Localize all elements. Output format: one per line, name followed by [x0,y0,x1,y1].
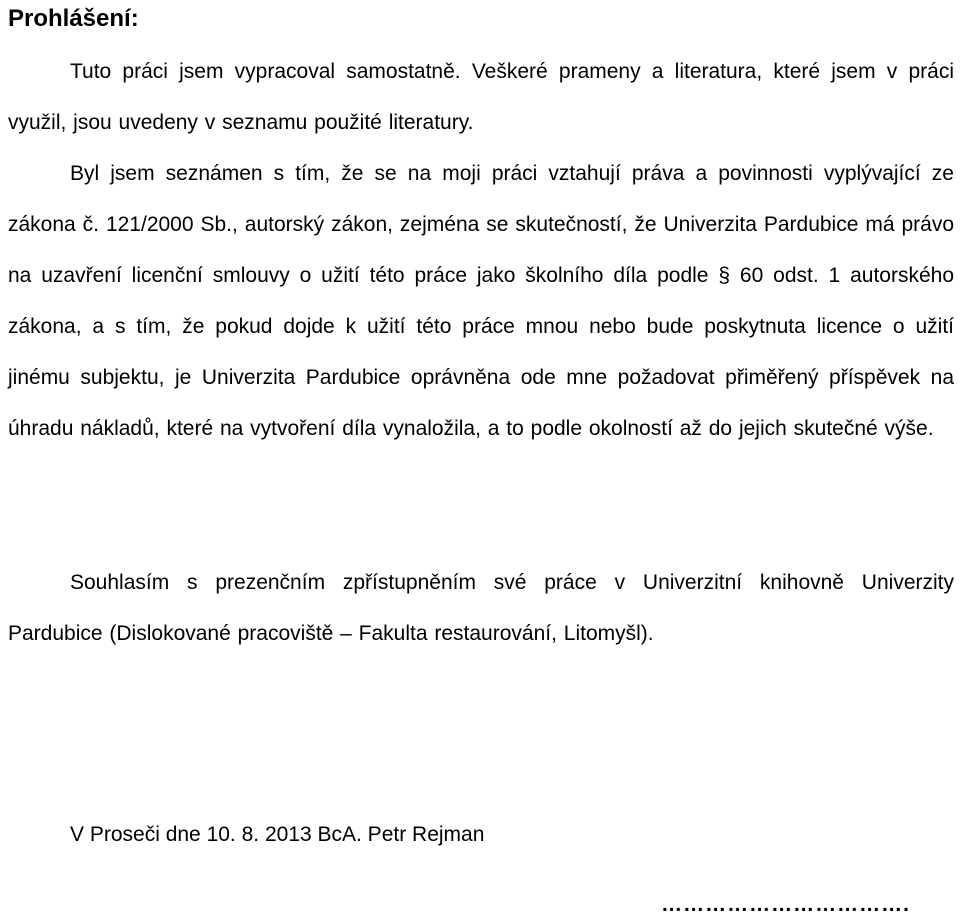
signature-line: ……………………………. [661,893,910,916]
originality-paragraph: Tuto práci jsem vypracoval samostatně. Veškeré prameny a literatura, které jsem v práci využil, jsou uvedeny v seznamu použité literatury. [8,60,954,134]
signature-place-date-name: V Proseči dne 10. 8. 2013 BcA. Petr Rejman [70,823,485,846]
declaration-heading: Prohlášení: [8,5,139,32]
copyright-paragraph: Byl jsem seznámen s tím, že se na moji práci vztahují práva a povinnosti vyplývající ze zákona č. 121/2000 Sb., autorský zákon, zejména se skutečností, že Univerzita Pardubice má právo na uzavření licenční smlouvy o užití této práce jako školního díla podle § 60 odst. 1 autorského zákona, a s tím, že pokud dojde k užití této práce mnou nebo bude poskytnuta licence o užití jinému subjektu, je Univerzita Pardubice oprávněna ode mne požadovat přiměřený příspěvek na úhradu nákladů, které na vytvoření díla vynaložila, a to podle okolností až do jejich skutečné výše. [8,162,954,440]
library-consent-paragraph: Souhlasím s prezenčním zpřístupněním své práce v Univerzitní knihovně Univerzity Pardubice (Dislokované pracoviště – Fakulta restaurování, Litomyšl). [8,571,954,645]
